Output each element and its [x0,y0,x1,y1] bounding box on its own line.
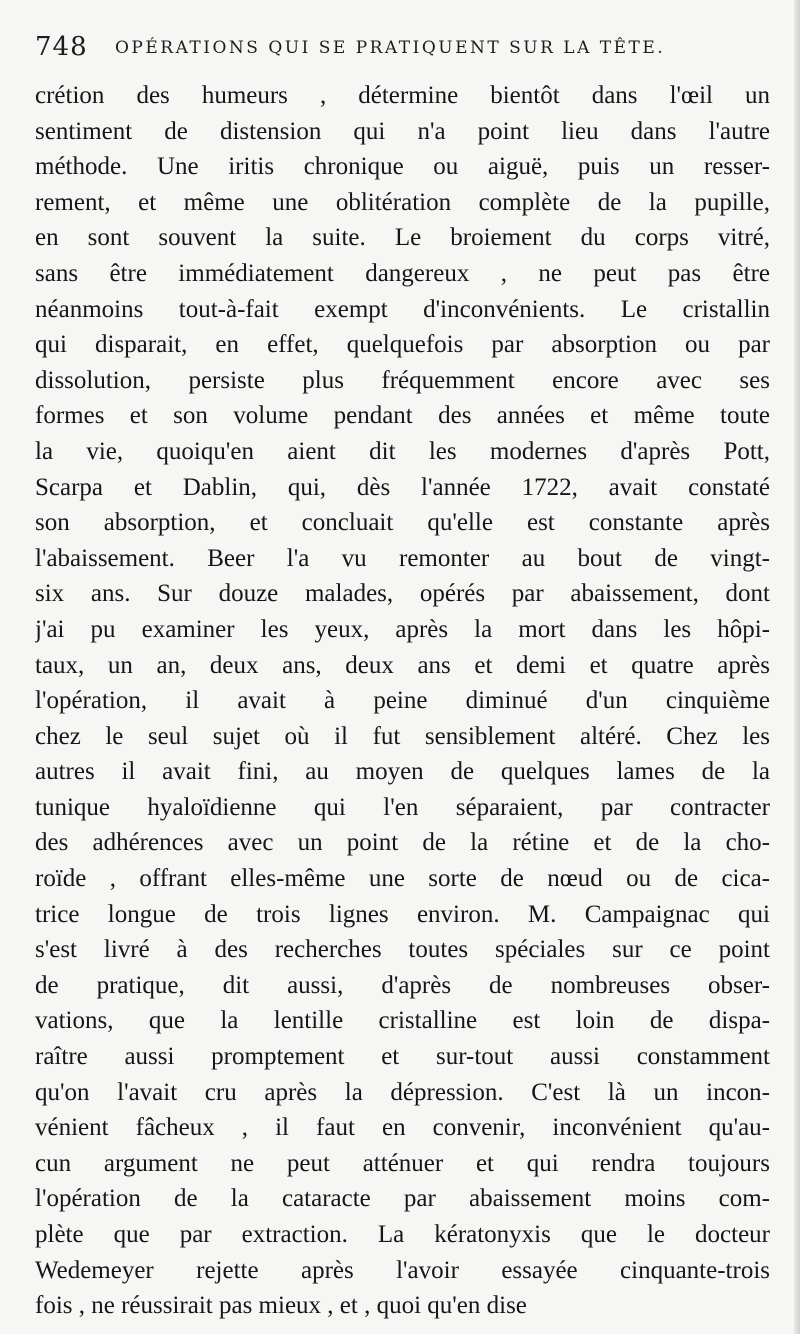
body-text [35,78,770,1324]
text-line: qu'on l'avait cru après la dépression. C'est là un incon- [35,1078,770,1106]
text-line: raître aussi promptement et sur-tout aussi constamment [35,1043,770,1071]
page-number: 748 [35,32,88,62]
text-line: l'abaissement. Beer l'a vu remonter au bout de vingt- [35,544,770,572]
running-title: OPÉRATIONS QUI SE PRATIQUENT SUR LA TÊTE. [115,38,666,58]
text-line: cun argument ne peut atténuer et qui rendra toujours [35,1149,770,1177]
text-line: j'ai pu examiner les yeux, après la mort dans les hôpi- [35,615,770,643]
page-header [35,30,775,70]
text-line: tunique hyaloïdienne qui l'en séparaient, par contracter [35,793,770,821]
text-line: fois , ne réussirait pas mieux , et , quoi qu'en dise [35,1292,527,1320]
text-line: rement, et même une oblitération complète de la pupille, [35,188,770,216]
text-line: néanmoins tout-à-fait exempt d'inconvénients. Le cristallin [35,295,770,323]
text-line: taux, un an, deux ans, deux ans et demi et quatre après [35,651,770,679]
text-line: Scarpa et Dablin, qui, dès l'année 1722, avait constaté [35,473,770,501]
text-line: méthode. Une iritis chronique ou aiguë, puis un resser- [35,153,770,181]
text-line: la vie, quoiqu'en aient dit les modernes d'après Pott, [35,437,770,465]
text-line: Wedemeyer rejette après l'avoir essayée cinquante-trois [35,1256,770,1284]
text-line: l'opération, il avait à peine diminué d'un cinquième [35,687,770,715]
text-line: en sont souvent la suite. Le broiement du corps vitré, [35,224,770,252]
text-line: autres il avait fini, au moyen de quelques lames de la [35,758,770,786]
text-line: son absorption, et concluait qu'elle est constante après [35,509,770,537]
text-line: crétion des humeurs , détermine bientôt dans l'œil un [35,82,770,109]
text-line: des adhérences avec un point de la rétine et de la cho- [35,829,770,857]
text-line: l'opération de la cataracte par abaissement moins com- [35,1185,770,1213]
text-line: trice longue de trois lignes environ. M. Campaignac qui [35,900,770,928]
text-line: roïde , offrant elles-même une sorte de nœud ou de cica- [35,865,770,893]
text-line: de pratique, dit aussi, d'après de nombreuses obser- [35,971,770,999]
text-line: s'est livré à des recherches toutes spéciales sur ce point [35,936,770,964]
text-line: sans être immédiatement dangereux , ne peut pas être [35,259,770,287]
text-line: vénient fâcheux , il faut en convenir, inconvénient qu'au- [35,1114,770,1142]
text-line: formes et son volume pendant des années et même toute [35,402,770,430]
text-line: sentiment de distension qui n'a point lieu dans l'autre [35,117,770,145]
page-edge [794,0,800,1334]
text-line: qui disparait, en effet, quelquefois par absorption ou par [35,331,770,359]
text-line: chez le seul sujet où il fut sensiblement altéré. Chez les [35,722,770,750]
text-line: plète que par extraction. La kératonyxis que le docteur [35,1221,770,1248]
text-line: vations, que la lentille cristalline est loin de dispa- [35,1007,770,1035]
text-line: dissolution, persiste plus fréquemment encore avec ses [35,366,770,394]
text-line: six ans. Sur douze malades, opérés par abaissement, dont [35,580,770,608]
